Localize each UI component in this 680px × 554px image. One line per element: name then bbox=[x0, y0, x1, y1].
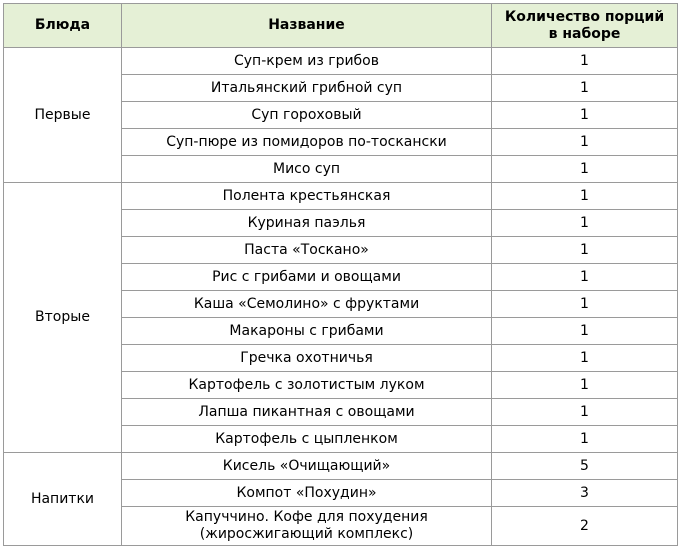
portion-count: 1 bbox=[492, 102, 678, 129]
dish-name: Суп-крем из грибов bbox=[122, 48, 492, 75]
dish-name: Суп-пюре из помидоров по-тоскански bbox=[122, 129, 492, 156]
portion-count: 1 bbox=[492, 48, 678, 75]
category-cell: Первые bbox=[4, 48, 122, 183]
table-row bbox=[4, 48, 678, 75]
portion-count: 5 bbox=[492, 453, 678, 480]
portion-count: 1 bbox=[492, 237, 678, 264]
portion-count: 1 bbox=[492, 264, 678, 291]
portion-count: 3 bbox=[492, 480, 678, 507]
category-cell: Напитки bbox=[4, 453, 122, 546]
portion-count: 1 bbox=[492, 318, 678, 345]
dish-name: Картофель с золотистым луком bbox=[122, 372, 492, 399]
dish-name-line2: (жиросжигающий комплекс) bbox=[199, 526, 414, 542]
dish-name: Лапша пикантная с овощами bbox=[122, 399, 492, 426]
dish-name: Паста «Тоскано» bbox=[122, 237, 492, 264]
dish-name: Компот «Похудин» bbox=[122, 480, 492, 507]
dish-name: Кисель «Очищающий» bbox=[122, 453, 492, 480]
category-cell: Вторые bbox=[4, 183, 122, 453]
dish-name bbox=[122, 507, 492, 546]
dish-name: Полента крестьянская bbox=[122, 183, 492, 210]
header-count-line1: Количество порций bbox=[504, 8, 665, 25]
dish-name-line1: Капуччино. Кофе для похудения bbox=[185, 509, 428, 525]
portion-count: 1 bbox=[492, 426, 678, 453]
portion-count: 1 bbox=[492, 345, 678, 372]
table-row bbox=[4, 183, 678, 210]
portion-count: 1 bbox=[492, 399, 678, 426]
header-row bbox=[4, 4, 678, 48]
dish-name: Макароны с грибами bbox=[122, 318, 492, 345]
dish-name: Рис с грибами и овощами bbox=[122, 264, 492, 291]
header-count bbox=[492, 4, 678, 48]
portion-count: 1 bbox=[492, 156, 678, 183]
dish-name: Итальянский грибной суп bbox=[122, 75, 492, 102]
dish-name: Куриная паэлья bbox=[122, 210, 492, 237]
portion-count: 1 bbox=[492, 372, 678, 399]
dish-name: Суп гороховый bbox=[122, 102, 492, 129]
dish-name: Мисо суп bbox=[122, 156, 492, 183]
dish-name: Каша «Семолино» с фруктами bbox=[122, 291, 492, 318]
header-count-line2: в наборе bbox=[548, 25, 621, 42]
portion-count: 2 bbox=[492, 507, 678, 546]
dish-name: Гречка охотничья bbox=[122, 345, 492, 372]
portion-count: 1 bbox=[492, 129, 678, 156]
portion-count: 1 bbox=[492, 291, 678, 318]
table-row bbox=[4, 453, 678, 480]
menu-table bbox=[3, 3, 678, 546]
portion-count: 1 bbox=[492, 183, 678, 210]
portion-count: 1 bbox=[492, 75, 678, 102]
dish-name: Картофель с цыпленком bbox=[122, 426, 492, 453]
portion-count: 1 bbox=[492, 210, 678, 237]
header-category: Блюда bbox=[4, 4, 122, 48]
header-name: Название bbox=[122, 4, 492, 48]
